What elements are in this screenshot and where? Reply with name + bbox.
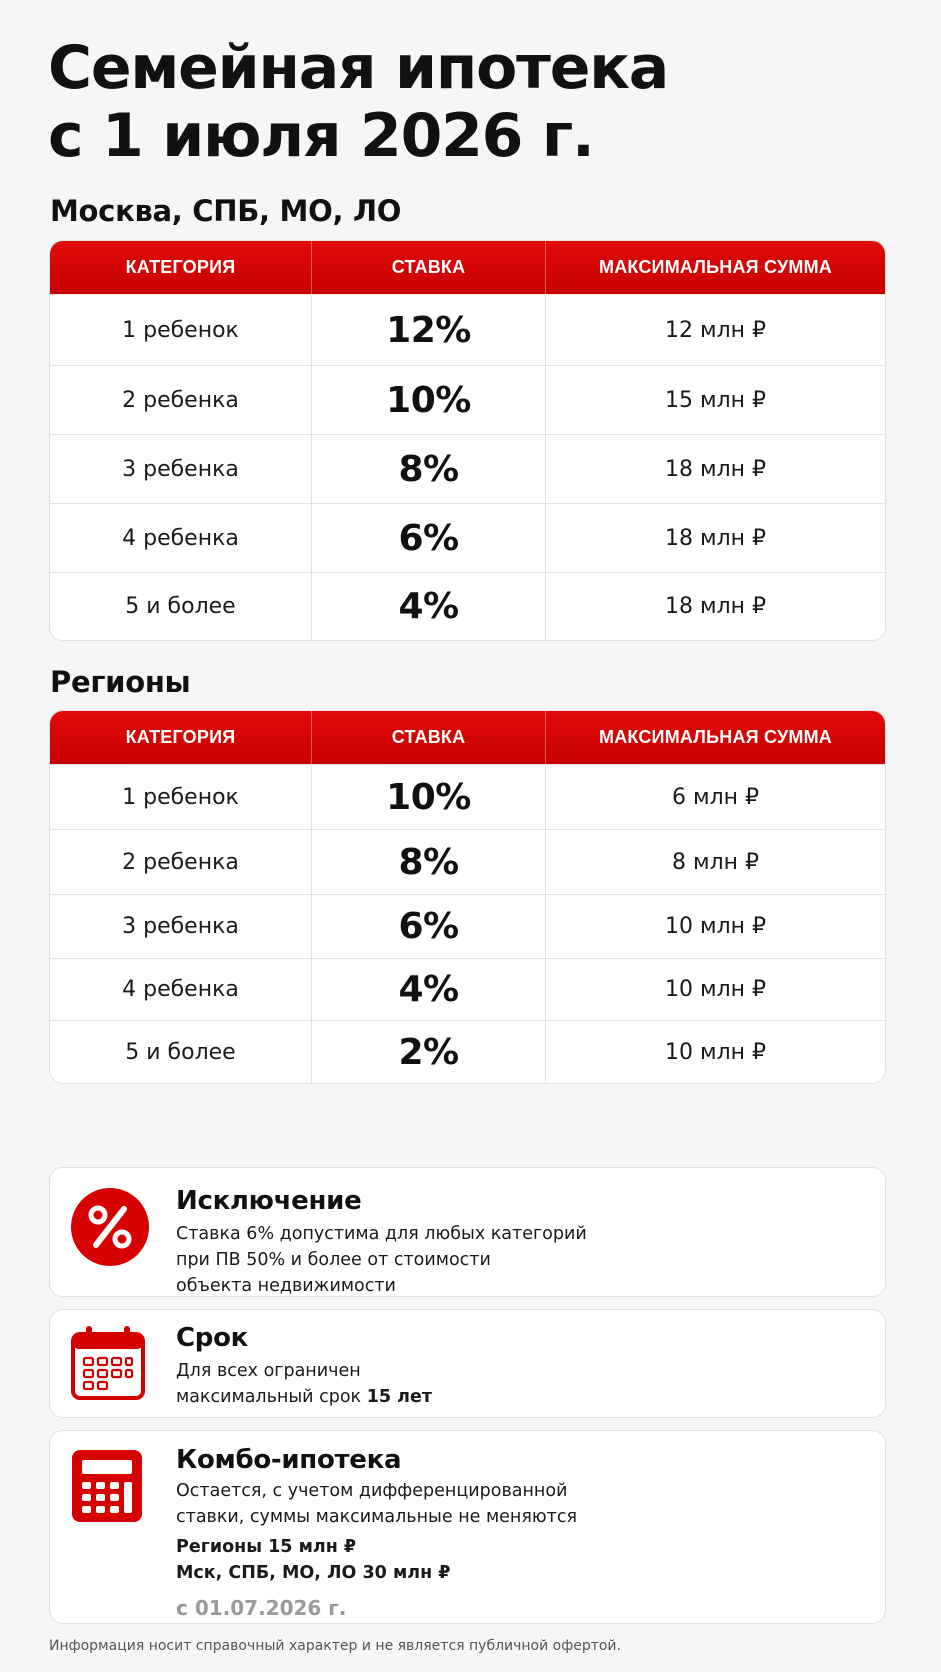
section-title-regions: Регионы: [50, 665, 191, 699]
combo-title: Комбо-ипотека: [176, 1445, 402, 1475]
combo-date: с 01.07.2026 г.: [176, 1596, 347, 1620]
calendar-icon: [70, 1324, 146, 1406]
cell-category: 2 ребенка: [50, 830, 312, 894]
cell-category: 4 ребенка: [50, 959, 312, 1020]
table-header: [50, 711, 885, 764]
cell-rate: 4%: [312, 959, 546, 1020]
column-header-max-sum: МАКСИМАЛЬНАЯ СУММА: [599, 257, 832, 277]
page-title-line-1: Семейная ипотека: [48, 33, 669, 103]
column-header-rate: СТАВКА: [312, 711, 546, 764]
term-line-2-prefix: максимальный срок: [176, 1387, 367, 1407]
cell-category: 1 ребенок: [50, 295, 312, 365]
table-row: [50, 294, 885, 365]
cell-category: 5 и более: [50, 1021, 312, 1083]
combo-line-1: Остается, с учетом дифференцированной: [176, 1481, 568, 1501]
term-line-1: Для всех ограничен: [176, 1361, 361, 1381]
cell-rate: 8%: [312, 830, 546, 894]
cell-category: 4 ребенка: [50, 504, 312, 572]
cell-category: 3 ребенка: [50, 435, 312, 503]
term-card: [49, 1309, 886, 1418]
term-duration: 15 лет: [366, 1387, 432, 1407]
table-header: [50, 241, 885, 294]
cell-max-sum: 18 млн ₽: [664, 456, 767, 482]
cell-rate: 4%: [312, 573, 546, 640]
calculator-icon: [70, 1448, 146, 1528]
cell-rate: 8%: [312, 435, 546, 503]
rates-table-moscow: [49, 240, 886, 641]
percent-icon: [70, 1187, 150, 1271]
cell-max-sum: 18 млн ₽: [664, 525, 767, 551]
page-title: [48, 34, 668, 170]
combo-body: [176, 1444, 865, 1620]
combo-msk-amount: Мск, СПБ, МО, ЛО 30 млн ₽: [176, 1563, 451, 1583]
table-row: [50, 503, 885, 572]
cell-rate: 6%: [312, 895, 546, 958]
column-header-category: КАТЕГОРИЯ: [50, 711, 312, 764]
exception-title: Исключение: [176, 1186, 362, 1216]
exception-line-3: объекта недвижимости: [176, 1276, 396, 1296]
cell-rate: 10%: [312, 366, 546, 434]
exception-line-1: Ставка 6% допустима для любых категорий: [176, 1224, 587, 1244]
cell-max-sum: 15 млн ₽: [664, 387, 767, 413]
term-body: [176, 1322, 865, 1410]
cell-max-sum: 18 млн ₽: [664, 594, 767, 619]
cell-category: 1 ребенок: [50, 765, 312, 829]
combo-card: [49, 1430, 886, 1624]
table-row: [50, 829, 885, 894]
table-row: [50, 894, 885, 958]
column-header-rate: СТАВКА: [312, 241, 546, 294]
exception-card: [49, 1167, 886, 1297]
cell-max-sum: 10 млн ₽: [664, 1039, 767, 1065]
cell-max-sum: 10 млн ₽: [664, 914, 767, 939]
table-row: [50, 1020, 885, 1083]
table-row: [50, 572, 885, 640]
cell-category: 3 ребенка: [50, 895, 312, 958]
combo-line-2: ставки, суммы максимальные не меняются: [176, 1507, 577, 1527]
table-row: [50, 434, 885, 503]
cell-max-sum: 10 млн ₽: [664, 977, 767, 1002]
cell-rate: 2%: [312, 1021, 546, 1083]
table-row: [50, 958, 885, 1020]
cell-category: 5 и более: [50, 573, 312, 640]
column-header-category: КАТЕГОРИЯ: [50, 241, 312, 294]
section-title-moscow: Москва, СПБ, МО, ЛО: [50, 194, 402, 228]
exception-body: [176, 1185, 865, 1299]
cell-max-sum: 6 млн ₽: [671, 784, 760, 810]
term-title: Срок: [176, 1323, 249, 1353]
cell-rate: 10%: [312, 765, 546, 829]
table-row: [50, 365, 885, 434]
cell-max-sum: 8 млн ₽: [671, 849, 760, 875]
column-header-max-sum: МАКСИМАЛЬНАЯ СУММА: [599, 727, 832, 747]
table-row: [50, 764, 885, 829]
cell-rate: 12%: [312, 295, 546, 365]
combo-regions-amount: Регионы 15 млн ₽: [176, 1537, 357, 1557]
page-title-line-2: с 1 июля 2026 г.: [48, 101, 594, 171]
exception-line-2: при ПВ 50% и более от стоимости: [176, 1250, 491, 1270]
disclaimer: Информация носит справочный характер и не является публичной офертой.: [49, 1638, 621, 1654]
cell-rate: 6%: [312, 504, 546, 572]
cell-max-sum: 12 млн ₽: [664, 317, 767, 343]
rates-table-regions: [49, 710, 886, 1084]
term-line-2: [176, 1384, 865, 1410]
cell-category: 2 ребенка: [50, 366, 312, 434]
